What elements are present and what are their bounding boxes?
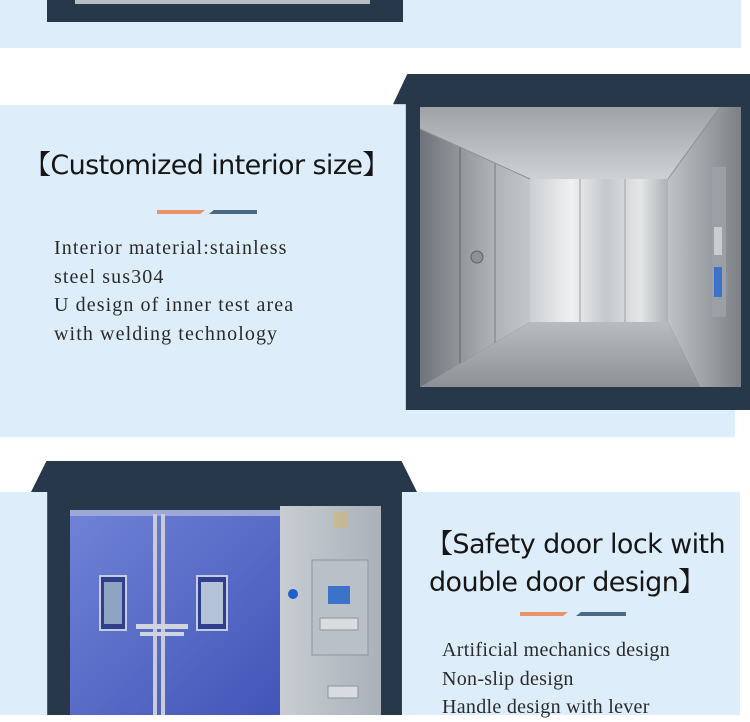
door-description-line: Non-slip design [442,667,574,690]
interior-description [54,234,294,348]
door-section-title-line-1: 【Safety door lock with [426,529,725,560]
interior-description-line: Interior material:stainless [54,237,288,259]
interior-chamber-illustration [420,107,741,387]
interior-description-line: with welding technology [54,322,279,345]
door-description-line: Artificial mechanics design [442,639,671,661]
interior-description-line: steel sus304 [54,265,165,288]
door-chamber-photo [70,506,381,715]
door-description-line: Handle design with lever [442,696,650,718]
walk-in-chamber-illustration [70,506,381,715]
interior-chamber-photo [420,107,741,387]
door-section-title-line-2: double door design】 [429,567,705,598]
top-image-edge [75,0,370,4]
interior-title-divider [157,210,257,214]
interior-description-line: U design of inner test area [54,294,295,316]
door-description [442,636,670,722]
door-title-divider [520,612,620,616]
interior-section-title: 【Customized interior size】 [24,150,389,181]
